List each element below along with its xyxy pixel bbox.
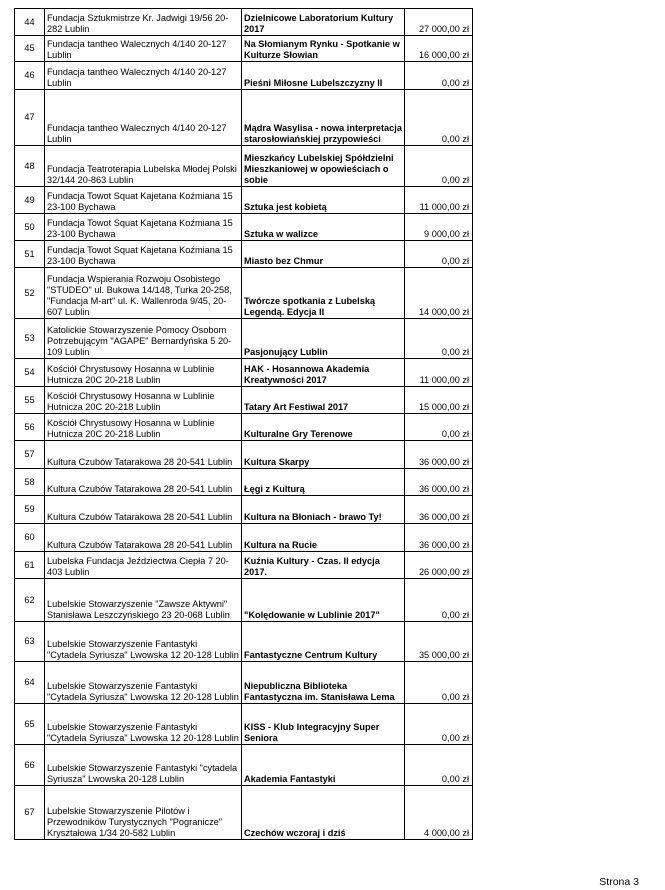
amount-cell: 14 000,00 zł [405,268,473,319]
organization-cell: Katolickie Stowarzyszenie Pomocy Osobom Potrzebującym "AGAPE" Bernardyńska 5 20-109 Lublin [45,319,242,359]
amount-cell: 11 000,00 zł [405,187,473,214]
project-title-cell: "Kolędowanie w Lublinie 2017" [242,579,405,622]
row-number: 65 [15,704,45,745]
table-row [15,524,473,552]
row-number: 60 [15,524,45,552]
row-number: 48 [15,146,45,187]
row-number: 57 [15,441,45,469]
project-title-cell: Fantastyczne Centrum Kultury [242,622,405,662]
row-number: 44 [15,9,45,36]
table-row [15,214,473,241]
amount-cell: 27 000,00 zł [405,9,473,36]
project-title-cell: Miasto bez Chmur [242,241,405,268]
project-title-cell: Mieszkańcy Lubelskiej Spółdzielni Mieszkaniowej w opowieściach o sobie [242,146,405,187]
organization-cell: Kultura Czubów Tatarakowa 28 20-541 Lublin [45,441,242,469]
table-row [15,241,473,268]
row-number: 51 [15,241,45,268]
table-row [15,496,473,524]
table-row [15,441,473,469]
organization-cell: Fundacja tantheo Walecznych 4/140 20-127 Lublin [45,36,242,62]
amount-cell: 4 000,00 zł [405,786,473,840]
table-row [15,704,473,745]
row-number: 46 [15,62,45,90]
amount-cell: 15 000,00 zł [405,387,473,414]
organization-cell: Kultura Czubów Tatarakowa 28 20-541 Lublin [45,469,242,496]
project-title-cell: Dzielnicowe Laboratorium Kultury 2017 [242,9,405,36]
grants-table-body [15,9,473,840]
project-title-cell: Czechów wczoraj i dziś [242,786,405,840]
amount-cell: 35 000,00 zł [405,622,473,662]
project-title-cell: KISS - Klub Integracyjny Super Seniora [242,704,405,745]
project-title-cell: Tatary Art Festiwal 2017 [242,387,405,414]
organization-cell: Fundacja Sztukmistrze Kr. Jadwigi 19/56 20-282 Lublin [45,9,242,36]
row-number: 49 [15,187,45,214]
table-row [15,319,473,359]
organization-cell: Lubelska Fundacja Jeździectwa Ciepła 7 20-403 Lublin [45,552,242,579]
amount-cell: 0,00 zł [405,62,473,90]
amount-cell: 0,00 zł [405,662,473,704]
table-row [15,579,473,622]
row-number: 54 [15,359,45,387]
organization-cell: Lubelskie Stowarzyszenie Fantastyki "Cytadela Syriusza" Lwowska 12 20-128 Lublin [45,622,242,662]
organization-cell: Lubelskie Stowarzyszenie Fantastyki "Cytadela Syriusza" Lwowska 12 20-128 Lublin [45,662,242,704]
organization-cell: Lubelskie Stowarzyszenie Fantastyki "cytadela Syriusza" Lwowska 20-128 Lublin [45,745,242,786]
amount-cell: 26 000,00 zł [405,552,473,579]
table-row [15,745,473,786]
organization-cell: Lubelskie Stowarzyszenie Pilotów i Przewodników Turystycznych "Pogranicze" Kryształowa 1/34 20-582 Lublin [45,786,242,840]
organization-cell: Fundacja Wspierania Rozwoju Osobistego "STUDEO" ul. Bukowa 14/148, Turka 20-258, "Fundacja M-art" ul. K. Wallenroda 9/45, 20-607 Lublin [45,268,242,319]
project-title-cell: Pieśni Miłosne Lubelszczyzny II [242,62,405,90]
page-number: Strona 3 [599,876,639,888]
row-number: 67 [15,786,45,840]
amount-cell: 0,00 zł [405,90,473,146]
row-number: 64 [15,662,45,704]
amount-cell: 16 000,00 zł [405,36,473,62]
project-title-cell: Kuźnia Kultury - Czas. II edycja 2017. [242,552,405,579]
organization-cell: Fundacja Teatroterapia Lubelska Młodej Polski 32/144 20-863 Lublin [45,146,242,187]
amount-cell: 9 000,00 zł [405,214,473,241]
row-number: 50 [15,214,45,241]
organization-cell: Kościół Chrystusowy Hosanna w Lublinie Hutnicza 20C 20-218 Lublin [45,414,242,441]
row-number: 53 [15,319,45,359]
table-row [15,359,473,387]
table-row [15,90,473,146]
table-row [15,387,473,414]
row-number: 61 [15,552,45,579]
project-title-cell: Sztuka jest kobietą [242,187,405,214]
amount-cell: 0,00 zł [405,319,473,359]
row-number: 52 [15,268,45,319]
organization-cell: Lubelskie Stowarzyszenie Fantastyki "Cytadela Syriusza" Lwowska 12 20-128 Lublin [45,704,242,745]
amount-cell: 0,00 zł [405,579,473,622]
table-row [15,414,473,441]
table-row [15,62,473,90]
project-title-cell: Na Słomianym Rynku - Spotkanie w Kulturze Słowian [242,36,405,62]
table-row [15,9,473,36]
row-number: 58 [15,469,45,496]
project-title-cell: HAK - Hosannowa Akademia Kreatywności 2017 [242,359,405,387]
amount-cell: 36 000,00 zł [405,496,473,524]
project-title-cell: Niepubliczna Biblioteka Fantastyczna im. Stanisława Lema [242,662,405,704]
table-row [15,36,473,62]
grants-table [14,8,473,840]
organization-cell: Fundacja Towot Squat Kajetana Koźmiana 15 23-100 Bychawa [45,214,242,241]
project-title-cell: Łęgi z Kulturą [242,469,405,496]
table-row [15,786,473,840]
amount-cell: 0,00 zł [405,146,473,187]
organization-cell: Fundacja tantheo Walecznych 4/140 20-127 Lublin [45,90,242,146]
amount-cell: 36 000,00 zł [405,524,473,552]
amount-cell: 36 000,00 zł [405,441,473,469]
project-title-cell: Kultura na Rucie [242,524,405,552]
project-title-cell: Twórcze spotkania z Lubelską Legendą. Edycja II [242,268,405,319]
organization-cell: Fundacja Towot Squat Kajetana Koźmiana 15 23-100 Bychawa [45,241,242,268]
project-title-cell: Kultura na Błoniach - brawo Ty! [242,496,405,524]
project-title-cell: Kulturalne Gry Terenowe [242,414,405,441]
organization-cell: Fundacja Towot Squat Kajetana Koźmiana 15 23-100 Bychawa [45,187,242,214]
row-number: 47 [15,90,45,146]
amount-cell: 0,00 zł [405,241,473,268]
table-row [15,268,473,319]
organization-cell: Kościół Chrystusowy Hosanna w Lublinie Hutnicza 20C 20-218 Lublin [45,359,242,387]
project-title-cell: Mądra Wasylisa - nowa interpretacja starosłowiańskiej przypowieści [242,90,405,146]
table-row [15,469,473,496]
table-row [15,146,473,187]
table-row [15,662,473,704]
organization-cell: Kościół Chrystusowy Hosanna w Lublinie Hutnicza 20C 20-218 Lublin [45,387,242,414]
amount-cell: 0,00 zł [405,414,473,441]
organization-cell: Fundacja tantheo Walecznych 4/140 20-127 Lublin [45,62,242,90]
project-title-cell: Akademia Fantastyki [242,745,405,786]
row-number: 66 [15,745,45,786]
table-row [15,552,473,579]
organization-cell: Kultura Czubów Tatarakowa 28 20-541 Lublin [45,496,242,524]
row-number: 45 [15,36,45,62]
project-title-cell: Pasjonujący Lublin [242,319,405,359]
amount-cell: 0,00 zł [405,704,473,745]
organization-cell: Lubelskie Stowarzyszenie "Zawsze Aktywni" Stanisława Leszczyńskiego 23 20-068 Lublin [45,579,242,622]
row-number: 62 [15,579,45,622]
project-title-cell: Kultura Skarpy [242,441,405,469]
project-title-cell: Sztuka w walizce [242,214,405,241]
row-number: 56 [15,414,45,441]
row-number: 59 [15,496,45,524]
row-number: 63 [15,622,45,662]
table-row [15,622,473,662]
row-number: 55 [15,387,45,414]
amount-cell: 36 000,00 zł [405,469,473,496]
amount-cell: 11 000,00 zł [405,359,473,387]
table-row [15,187,473,214]
amount-cell: 0,00 zł [405,745,473,786]
organization-cell: Kultura Czubów Tatarakowa 28 20-541 Lublin [45,524,242,552]
